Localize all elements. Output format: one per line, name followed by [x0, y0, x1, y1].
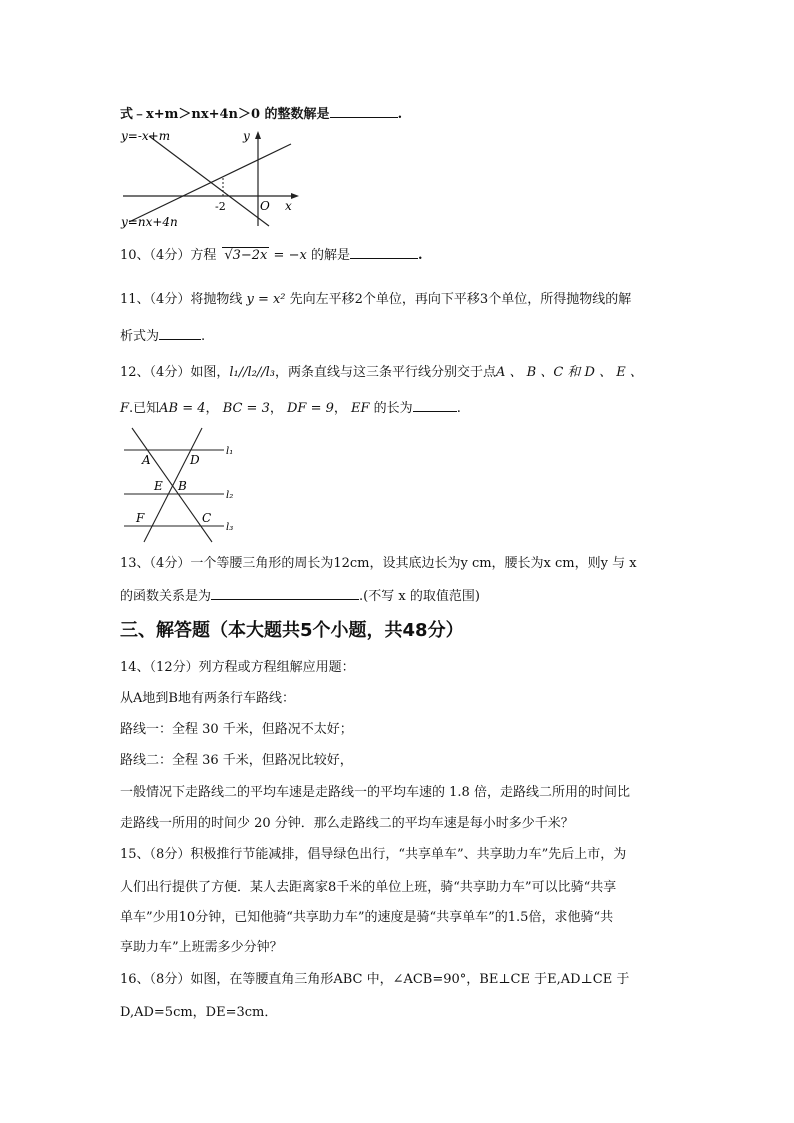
q9-origin-label: O: [260, 199, 270, 213]
q12-answer-blank[interactable]: [413, 398, 457, 412]
q12-point-D: D: [190, 453, 200, 467]
q13-text-line1: 13、（4分）一个等腰三角形的周长为12cm，设其底边长为y cm，腰长为x cm，则y 与 x: [120, 556, 637, 571]
q15-line1: 15、（8分）积极推行节能减排，倡导绿色出行，“共享单车”、共享助力车”先后上市，为: [120, 847, 627, 862]
q11-text-line2: 析式为 .: [120, 325, 205, 344]
q12-transversal-2: [144, 428, 202, 542]
q16-line2: D,AD=5cm，DE=3cm．: [120, 1005, 278, 1020]
q14-line6: 走路线一所用的时间少 20 分钟．那么走路线二的平均车速是每小时多少千米？: [120, 816, 574, 831]
q12-point-B: B: [178, 479, 187, 493]
q12-text-line2: F.已知AB = 4， BC = 3， DF = 9， EF 的长为 .: [120, 397, 461, 416]
q9-answer-blank[interactable]: [330, 104, 398, 118]
q13-answer-blank[interactable]: [211, 586, 359, 600]
q14-line5: 一般情况下走路线二的平均车速是走路线一的平均车速的 1.8 倍，走路线二所用的时间比: [120, 785, 630, 800]
q12-label-l3: l₃: [226, 522, 234, 533]
q9-x-arrow: [291, 193, 299, 199]
q9-graph: [119, 126, 301, 230]
q9-axis-y-label: y: [243, 129, 250, 143]
q9-line-decreasing: [149, 136, 269, 226]
q12-point-E: E: [154, 479, 163, 493]
section3-title: 三、解答题（本大题共5个小题，共48分）: [120, 620, 464, 641]
q9-axis-x-label: x: [285, 199, 292, 213]
q10-sqrt: √3−2x: [224, 248, 268, 263]
q14-line2: 从A地到B地有两条行车路线：: [120, 691, 295, 706]
q12-point-F: F: [136, 511, 145, 525]
q9-label-line1: y=-x+m: [121, 129, 171, 143]
q12-point-C: C: [202, 511, 212, 525]
q9-text: 式﹣x+m＞nx+4n＞0 的整数解是 .: [120, 103, 402, 122]
q14-line4: 路线二：全程 36 千米，但路况比较好，: [120, 753, 353, 768]
q12-label-l2: l₂: [226, 490, 234, 501]
q12-figure: [118, 424, 242, 544]
q14-line1: 14、（12分）列方程或方程组解应用题：: [120, 660, 355, 675]
q12-label-l1: l₁: [226, 446, 234, 457]
q15-line3: 单车”少用10分钟，已知他骑“共享助力车”的速度是骑“共享单车”的1.5倍，求他骑“共: [120, 910, 614, 925]
q16-line1: 16、（8分）如图，在等腰直角三角形ABC 中，∠ACB=90°，BE⊥CE 于E,AD⊥CE 于: [120, 972, 630, 987]
q15-line2: 人们出行提供了方便．某人去距离家8千米的单位上班，骑“共享助力车”可以比骑“共享: [120, 880, 617, 895]
q11-answer-blank[interactable]: [159, 326, 201, 340]
q9-y-arrow: [255, 131, 261, 139]
q12-text-line1: 12、（4分）如图，l₁//l₂//l₃，两条直线与这三条平行线分别交于点A 、 B 、C 和 D 、 E 、: [120, 365, 643, 380]
q15-line4: 享助力车”上班需多少分钟？: [120, 940, 283, 955]
q10-text: 10、（4分）方程 √3−2x = −x 的解是 .: [120, 244, 422, 263]
q9-tick-label: -2: [215, 200, 226, 213]
q14-line3: 路线一：全程 30 千米，但路况不太好；: [120, 722, 353, 737]
q9-label-line2: y=nx+4n: [121, 215, 178, 229]
q10-answer-blank[interactable]: [350, 245, 418, 259]
q11-text-line1: 11、（4分）将抛物线 y = x² 先向左平移2个单位，再向下平移3个单位，所得抛物线的解: [120, 292, 632, 307]
q12-point-A: A: [142, 453, 151, 467]
q13-text-line2: 的函数关系是为 .(不写 x 的取值范围): [120, 585, 480, 604]
